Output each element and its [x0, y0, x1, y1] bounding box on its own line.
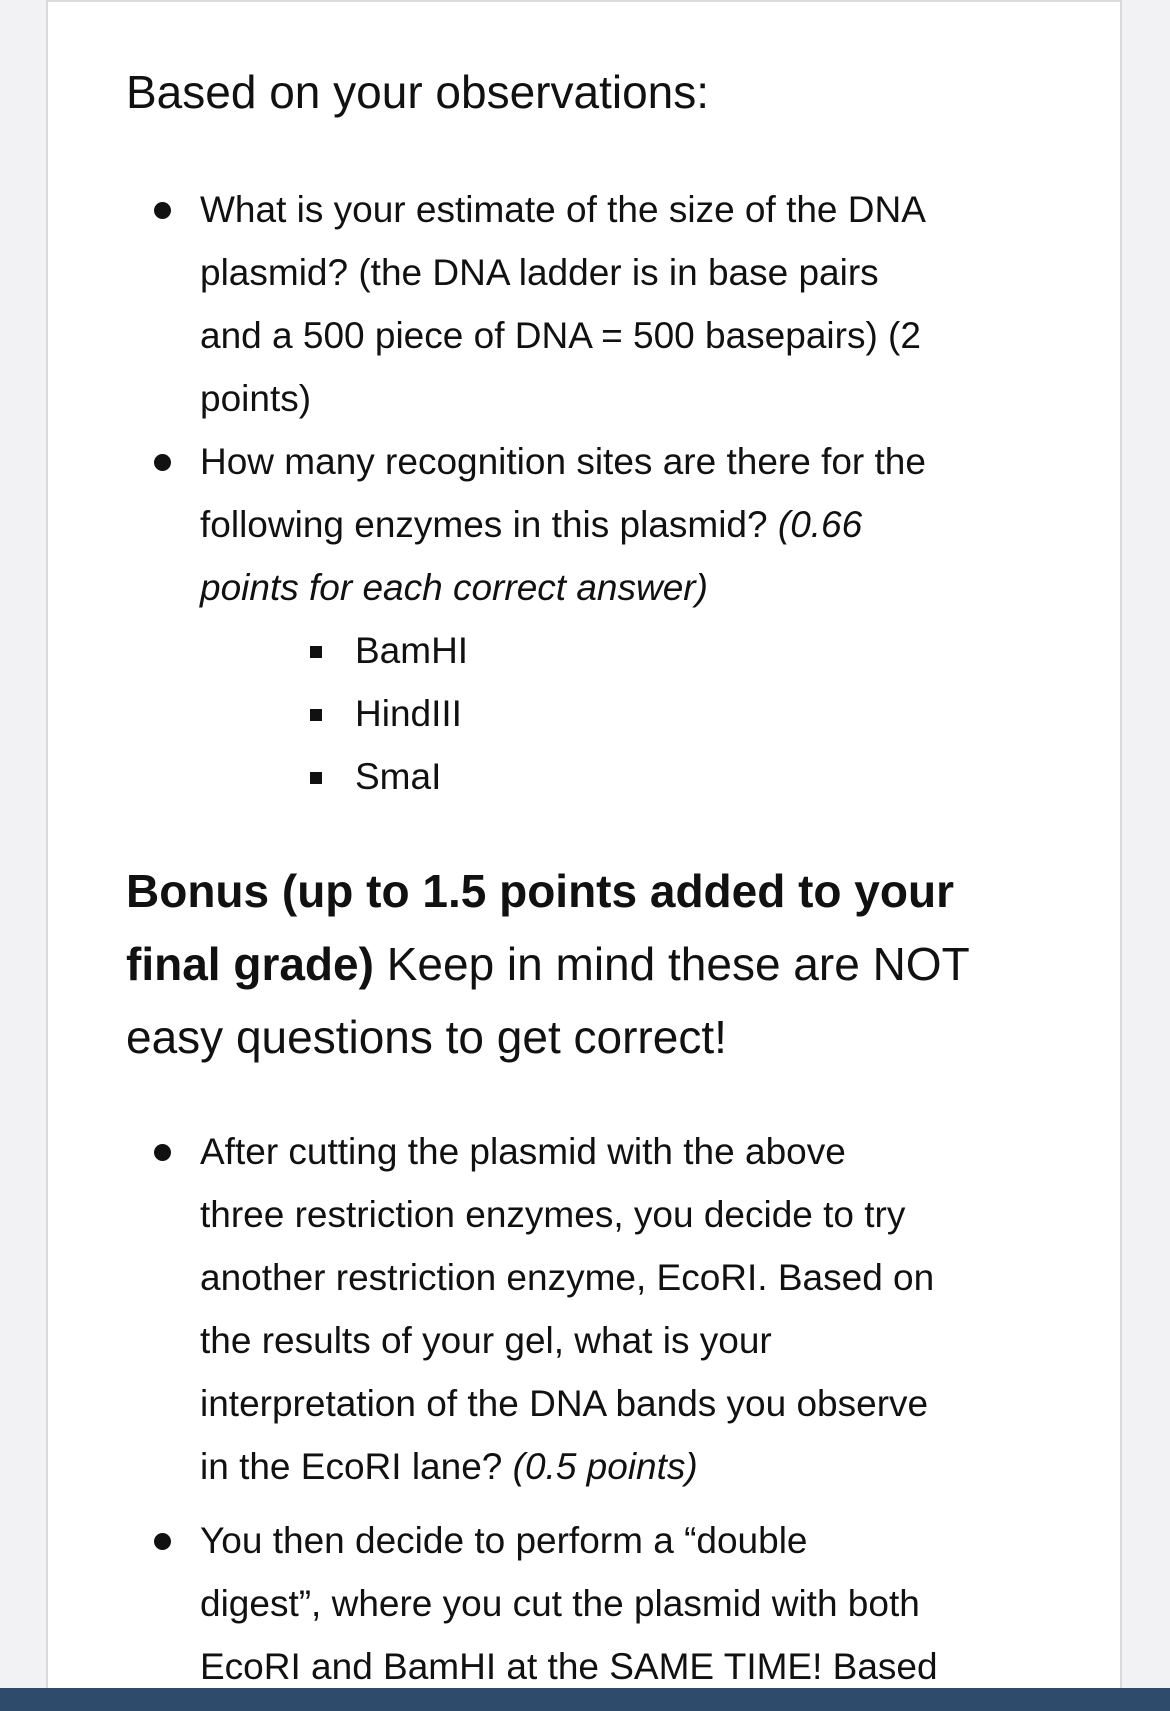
bullet-dot-icon [154, 1144, 171, 1161]
question-double-digest-line: You then decide to perform a “double [200, 1520, 808, 1561]
enzyme-item [306, 682, 468, 745]
question-ecori-line: the results of your gel, what is your [200, 1320, 772, 1361]
question-plasmid-size-line: points) [200, 378, 312, 419]
bullet-dot-icon [154, 1533, 171, 1550]
question-double-digest-line: EcoRI and BamHI at the SAME TIME! Based [200, 1646, 938, 1687]
bonus-note: Keep in mind these are NOT [373, 938, 970, 990]
bottom-toolbar-strip [0, 1688, 1170, 1711]
document-page [46, 0, 1122, 1711]
list-item [126, 1509, 1086, 1698]
bullet-dot-icon [154, 202, 171, 219]
bonus-title: final grade) [126, 938, 374, 990]
question-list-part1 [126, 178, 1086, 619]
question-ecori-line: another restriction enzyme, EcoRI. Based on [200, 1257, 935, 1298]
enzyme-item [306, 745, 468, 808]
list-item [126, 430, 1086, 619]
enzyme-item [306, 619, 468, 682]
intro-heading: Based on your observations: [126, 66, 710, 118]
list-item [126, 178, 1086, 430]
enzyme-name: HindIII [355, 693, 462, 734]
question-ecori-line: three restriction enzymes, you decide to try [200, 1194, 906, 1235]
bonus-note: easy questions to get correct! [126, 1011, 727, 1063]
question-double-digest-line: digest”, where you cut the plasmid with both [200, 1583, 920, 1624]
points-note: (0.66 [777, 504, 863, 545]
question-ecori-text: in the EcoRI lane? [200, 1446, 513, 1487]
question-list-part2 [126, 1120, 1086, 1698]
list-item [126, 1120, 1086, 1498]
bonus-heading [126, 855, 1086, 1074]
question-plasmid-size-line: What is your estimate of the size of the DNA [200, 189, 926, 230]
question-ecori-line [200, 1435, 1086, 1498]
question-plasmid-size-line: and a 500 piece of DNA = 500 basepairs) (2 [200, 315, 921, 356]
enzyme-name: BamHI [355, 630, 469, 671]
bullet-square-icon [310, 709, 322, 721]
enzyme-name: SmaI [355, 756, 442, 797]
bullet-square-icon [310, 646, 322, 658]
bonus-title: Bonus (up to 1.5 points added to your [126, 865, 954, 917]
question-ecori-line: After cutting the plasmid with the above [200, 1131, 846, 1172]
points-note: points for each correct answer) [200, 567, 708, 608]
bullet-square-icon [310, 772, 322, 784]
question-ecori-line: interpretation of the DNA bands you observe [200, 1383, 929, 1424]
question-recognition-sites-line: How many recognition sites are there for the [200, 441, 926, 482]
question-plasmid-size-line: plasmid? (the DNA ladder is in base pairs [200, 252, 879, 293]
points-note: (0.5 points) [512, 1446, 698, 1487]
question-recognition-sites-line [200, 493, 1086, 556]
enzyme-list [306, 619, 468, 808]
bullet-dot-icon [154, 454, 171, 471]
question-recognition-sites-text: following enzymes in this plasmid? [200, 504, 778, 545]
